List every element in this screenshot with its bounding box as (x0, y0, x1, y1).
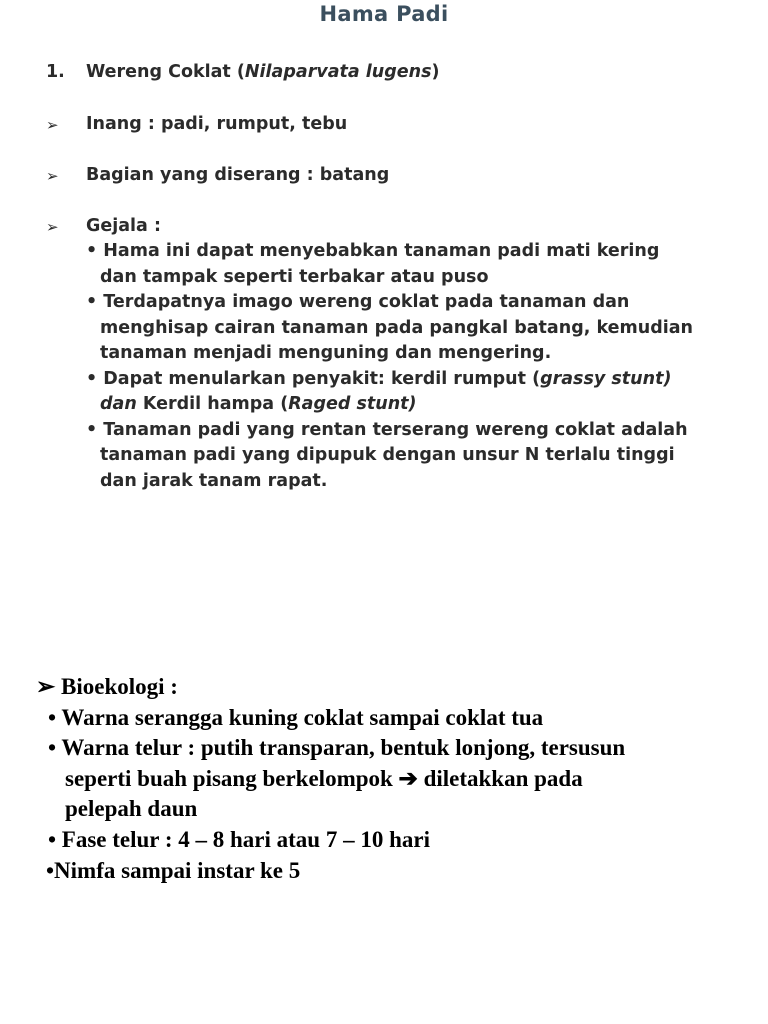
symptom-line: • Dapat menularkan penyakit: kerdil rumput (grassy stunt) (86, 368, 672, 389)
symptom-line: tanaman menjadi menguning dan mengering. (100, 343, 552, 363)
symptom-line: dan jarak tanam rapat. (100, 470, 328, 491)
arrowhead-bullet-icon: ➢ (46, 218, 59, 236)
bioecology-line: •Nimfa sampai instar ke 5 (46, 857, 301, 883)
symptom-line: dan Kerdil hampa (Raged stunt) (100, 394, 417, 414)
symptom-line: • Terdapatnya imago wereng coklat pada tanaman dan (86, 292, 630, 312)
bioecology-heading: ➢ Bioekologi : (36, 674, 178, 699)
pest-name: Wereng Coklat (Nilaparvata lugens) (86, 62, 440, 82)
symptom-line: menghisap cairan tanaman pada pangkal batang, kemudian (100, 317, 693, 338)
arrowhead-bullet-icon: ➢ (46, 167, 59, 185)
bioecology-line: seperti buah pisang berkelompok ➔ diletakkan pada (65, 765, 583, 791)
bioecology-line: • Fase telur : 4 – 8 hari atau 7 – 10 hari (48, 826, 430, 852)
bioecology-line: • Warna telur : putih transparan, bentuk lonjong, tersusun (48, 735, 626, 761)
arrowhead-bullet-icon: ➢ (46, 116, 59, 134)
list-number: 1. (46, 62, 65, 82)
attacked-part-text: Bagian yang diserang : batang (86, 165, 390, 185)
symptoms-list (86, 239, 693, 494)
pest-scientific-name: Nilaparvata lugens (244, 62, 432, 82)
host-text: Inang : padi, rumput, tebu (86, 114, 348, 134)
symptom-line: dan tampak seperti terbakar atau puso (100, 266, 489, 287)
symptom-line: tanaman padi yang dipupuk dengan unsur N terlalu tinggi (100, 445, 675, 465)
symptom-line: • Hama ini dapat menyebabkan tanaman padi mati kering (86, 241, 660, 261)
symptom-line: • Tanaman padi yang rentan terserang wereng coklat adalah (86, 419, 688, 440)
bioecology-section (36, 672, 625, 886)
symptoms-label: Gejala : (86, 216, 161, 236)
bioecology-line: pelepah daun (65, 796, 198, 822)
page-title: Hama Padi (319, 2, 449, 26)
bioecology-line: • Warna serangga kuning coklat sampai coklat tua (48, 704, 544, 730)
